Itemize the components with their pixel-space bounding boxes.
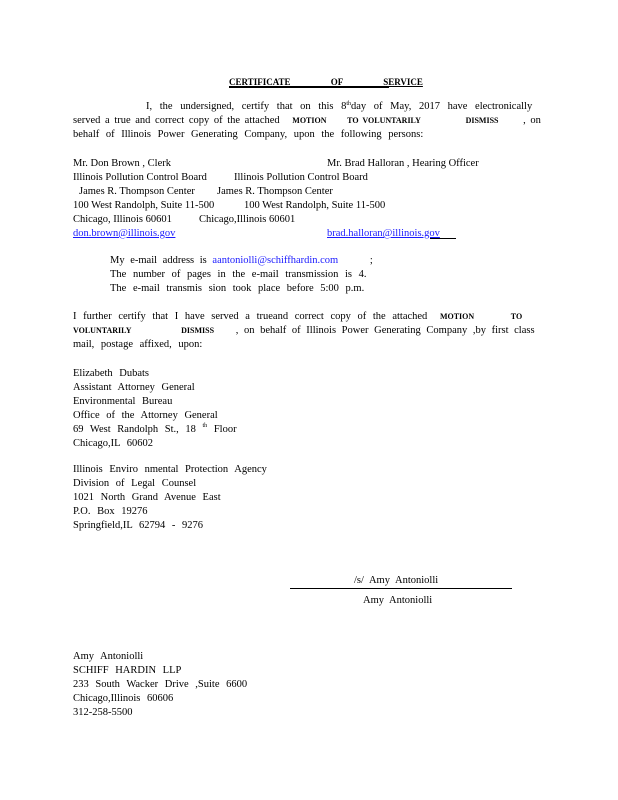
sender-email-link[interactable]: aantoniolli@schiffhardin.com bbox=[212, 255, 339, 266]
intro-line-1: I, the undersigned, certify that on this 8thday of May, 2017 have electronically bbox=[146, 101, 533, 112]
email-info-line-2: The number of pages in the e-mail transmission is 4. bbox=[110, 269, 367, 280]
sender-block: Amy Antoniolli SCHIFF HARDIN LLP 233 South Wacker Drive ,Suite 6600 Chicago,Illinois 60606 312-258-5500 bbox=[73, 651, 248, 718]
document-title: CERTIFICATE OF SERVICE bbox=[229, 77, 423, 87]
email-info-line-3: The e-mail transmis sion took place before 5:00 p.m. bbox=[110, 283, 365, 294]
email-underline-right bbox=[430, 238, 456, 239]
intro-line-3: behalf of Illinois Power Generating Company, upon the following persons: bbox=[73, 129, 424, 140]
recipient-hearing-officer-org: Illinois Pollution Control Board bbox=[234, 172, 368, 183]
hearing-officer-email-link[interactable]: brad.halloran@illinois.gov bbox=[327, 228, 440, 239]
clerk-email-link[interactable]: don.brown@illinois.gov bbox=[73, 227, 176, 239]
signature-name: Amy Antoniolli bbox=[363, 595, 433, 606]
recipient-hearing-officer-name: Mr. Brad Halloran , Hearing Officer bbox=[327, 158, 479, 169]
signature-line bbox=[290, 588, 512, 589]
signature-text: /s/ Amy Antoniolli bbox=[354, 575, 439, 586]
recipient-hearing-officer-center: James R. Thompson Center bbox=[217, 186, 333, 197]
further-line-3: mail, postage affixed, upon: bbox=[73, 339, 203, 350]
email-info-line-1: My e-mail address is aantoniolli@schiffhardin.com ; bbox=[110, 255, 373, 266]
title-underline bbox=[229, 87, 389, 88]
mail-recipient-attorney-general: Elizabeth Dubats Assistant Attorney General Environmental Bureau Office of the Attorney General 69 West Randolph St., 18 $^{th}$ Floor Chicago,IL 60602 bbox=[73, 368, 237, 449]
mail-recipient-iepa: Illinois Enviro nmental Protection Agency Division of Legal Counsel 1021 North Grand Avenue East P.O. Box 19276 Springfield,IL 62794 - 9276 bbox=[73, 464, 267, 531]
recipient-hearing-officer-street: 100 West Randolph, Suite 11-500 bbox=[244, 200, 386, 211]
further-line-2: VOLUNTARILY DISMISS , on behalf of Illinois Power Generating Company ,by first class bbox=[73, 325, 535, 336]
intro-line-2: served a true and correct copy of the attached MOTION TO VOLUNTARILY DISMISS , on bbox=[73, 115, 541, 126]
recipient-hearing-officer-city: Chicago,Illinois 60601 bbox=[199, 214, 296, 225]
further-line-1: I further certify that I have served a trueand correct copy of the attached MOTION TO bbox=[73, 311, 523, 322]
recipient-hearing-officer-email bbox=[327, 227, 440, 241]
motion-title: MOTION bbox=[292, 116, 327, 125]
recipient-clerk: Mr. Don Brown , Clerk Illinois Pollution Control Board James R. Thompson Center 100 West Randolph, Suite 11-500 Chicago, Illinois 60601 don.brown@illinois.gov bbox=[73, 158, 215, 239]
